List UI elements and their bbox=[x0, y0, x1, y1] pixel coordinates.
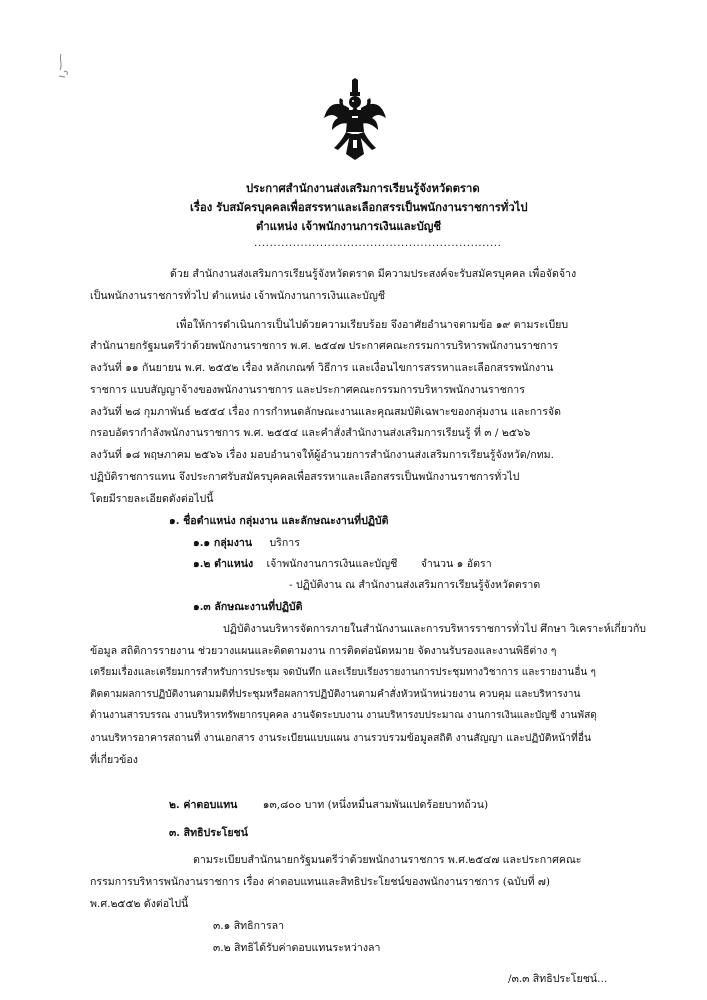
header-divider: ................................................................ bbox=[254, 237, 502, 249]
authority-line-2: สำนักนายกรัฐมนตรีว่าด้วยพนักงานราชการ พ.ศ. ๒๕๔๗ ประกาศคณะกรรมการบริหารพนักงานราชการ bbox=[90, 340, 559, 352]
group-row bbox=[193, 536, 300, 550]
section-3-heading: ๓. สิทธิประโยชน์ bbox=[169, 827, 248, 839]
group-value: บริการ bbox=[269, 537, 300, 549]
authority-line-9: โดยมีรายละเอียดดังต่อไปนี้ bbox=[90, 493, 214, 505]
duty-line-7: ที่เกี่ยวข้อง bbox=[90, 754, 138, 766]
garuda-emblem-icon bbox=[322, 78, 388, 162]
section-2-heading: ๒. ค่าตอบแทน bbox=[169, 799, 238, 811]
benefits-line-3: พ.ศ.๒๕๕๒ ดังต่อไปนี้ bbox=[90, 898, 189, 910]
duty-line-2: ข้อมูล สถิติการรายงาน ช่วยวางแผนและติดตามงาน การติดต่อนัดหมาย จัดงานรับรองและงานพิธีต่าง ๆ bbox=[90, 645, 557, 657]
authority-line-6: กรอบอัตรากำลังพนักงานราชการ พ.ศ. ๒๕๕๔ และคำสั่งสำนักงานส่งเสริมการเรียนรู้ ที่ ๓ / ๒๕๖๖ bbox=[90, 427, 531, 439]
compensation-row bbox=[169, 798, 488, 812]
authority-line-8: ปฏิบัติราชการแทน จึงประกาศรับสมัครบุคคลเพื่อสรรหาและเลือกสรรเป็นพนักงานราชการทั่วไป bbox=[90, 471, 520, 483]
duty-line-4: ติดตามผลการปฏิบัติงานตามมติที่ประชุมหรือผลการปฏิบัติงานตามคำสั่งหัวหน้าหน่วยงาน ควบคุม และบริหารงาน bbox=[90, 689, 581, 700]
authority-line-4: ราชการ แบบสัญญาจ้างของพนักงานราชการ และประกาศคณะกรรมการบริหารพนักงานราชการ bbox=[90, 384, 525, 396]
duty-heading: ๑.๓ ลักษณะงานที่ปฏิบัติ bbox=[193, 601, 303, 613]
authority-line-3: ลงวันที่ ๑๑ กันยายน พ.ศ. ๒๕๕๒ เรื่อง หลักเกณฑ์ วิธีการ และเงื่อนไขการสรรหาและเลือกสรรพนักงาน bbox=[90, 362, 554, 374]
benefits-line-1: ตามระเบียบสำนักนายกรัฐมนตรีว่าด้วยพนักงานราชการ พ.ศ.๒๕๔๗ และประกาศคณะ bbox=[193, 854, 582, 866]
duty-line-1: ปฏิบัติงานบริหารจัดการภายในสำนักงานและการบริหารราชการทั่วไป ศึกษา วิเคราะห์เกี่ยวกับ bbox=[223, 623, 647, 635]
position-label: ๑.๒ ตำแหน่ง bbox=[193, 558, 254, 570]
position-value: เจ้าพนักงานการเงินและบัญชี bbox=[266, 558, 398, 570]
position-row bbox=[193, 557, 492, 571]
benefit-item-1: ๓.๑ สิทธิการลา bbox=[213, 920, 285, 932]
benefit-item-2: ๓.๒ สิทธิได้รับค่าตอบแทนระหว่างลา bbox=[213, 942, 381, 954]
intro-line-2: เป็นพนักงานราชการทั่วไป ตำแหน่ง เจ้าพนักงานการเงินและบัญชี bbox=[90, 290, 386, 302]
authority-line-1: เพื่อให้การดำเนินการเป็นไปด้วยความเรียบร้อย จึงอาศัยอำนาจตามข้อ ๑๙ ตามระเบียบ bbox=[176, 319, 569, 331]
announcement-position: ตำแหน่ง เจ้าพนักงานการเงินและบัญชี bbox=[256, 219, 442, 233]
announcement-title: ประกาศสำนักงานส่งเสริมการเรียนรู้จังหวัดตราด bbox=[246, 181, 480, 195]
duty-line-3: เตรียมเรื่องและเตรียมการสำหรับการประชุม จดบันทึก และเรียบเรียงรายงานการประชุมทางวิชาการ และรายงานอื่น ๆ bbox=[90, 667, 596, 678]
group-label: ๑.๑ กลุ่มงาน bbox=[193, 537, 253, 549]
section-1-heading: ๑. ชื่อตำแหน่ง กลุ่มงาน และลักษณะงานที่ปฏิบัติ bbox=[169, 515, 389, 527]
workplace-line: - ปฏิบัติงาน ณ สำนักงานส่งเสริมการเรียนรู้จังหวัดตราด bbox=[289, 579, 541, 591]
announcement-subject: เรื่อง รับสมัครบุคคลเพื่อสรรหาและเลือกสรรเป็นพนักงานราชการทั่วไป bbox=[190, 200, 528, 214]
benefits-line-2: กรรมการบริหารพนักงานราชการ เรื่อง ค่าตอบแทนและสิทธิประโยชน์ของพนักงานราชการ (ฉบับที่ ๗) bbox=[90, 876, 551, 888]
handwritten-mark-icon bbox=[55, 52, 77, 82]
authority-line-7: ลงวันที่ ๑๘ พฤษภาคม ๒๕๖๖ เรื่อง มอบอำนาจให้ผู้อำนวยการสำนักงานส่งเสริมการเรียนรู้จังหวัด/กทม. bbox=[90, 449, 554, 461]
authority-line-5: ลงวันที่ ๒๘ กุมภาพันธ์ ๒๕๕๔ เรื่อง การกำหนดลักษณะงานและคุณสมบัติเฉพาะของกลุ่มงาน และการจัด bbox=[90, 406, 562, 418]
duty-line-5: ด้านงานสารบรรณ งานบริหารทรัพยากรบุคคล งานจัดระบบงาน งานบริหารงบประมาณ งานการเงินและบัญชี งานพัสดุ bbox=[90, 710, 597, 721]
duty-line-6: งานบริหารอาคารสถานที่ งานเอกสาร งานระเบียนแบบแผน งานรวบรวมข้อมูลสถิติ งานสัญญา และปฏิบัติหน้าที่อื่น bbox=[90, 732, 592, 744]
intro-line-1: ด้วย สำนักงานส่งเสริมการเรียนรู้จังหวัดตราด มีความประสงค์จะรับสมัครบุคคล เพื่อจัดจ้าง bbox=[170, 268, 577, 280]
position-count: จำนวน ๑ อัตรา bbox=[420, 558, 492, 570]
continuation-note: /๓.๓ สิทธิประโยชน์... bbox=[508, 973, 608, 985]
compensation-amount: ๑๓,๘๐๐ บาท (หนึ่งหมื่นสามพันแปดร้อยบาทถ้วน) bbox=[262, 799, 489, 811]
